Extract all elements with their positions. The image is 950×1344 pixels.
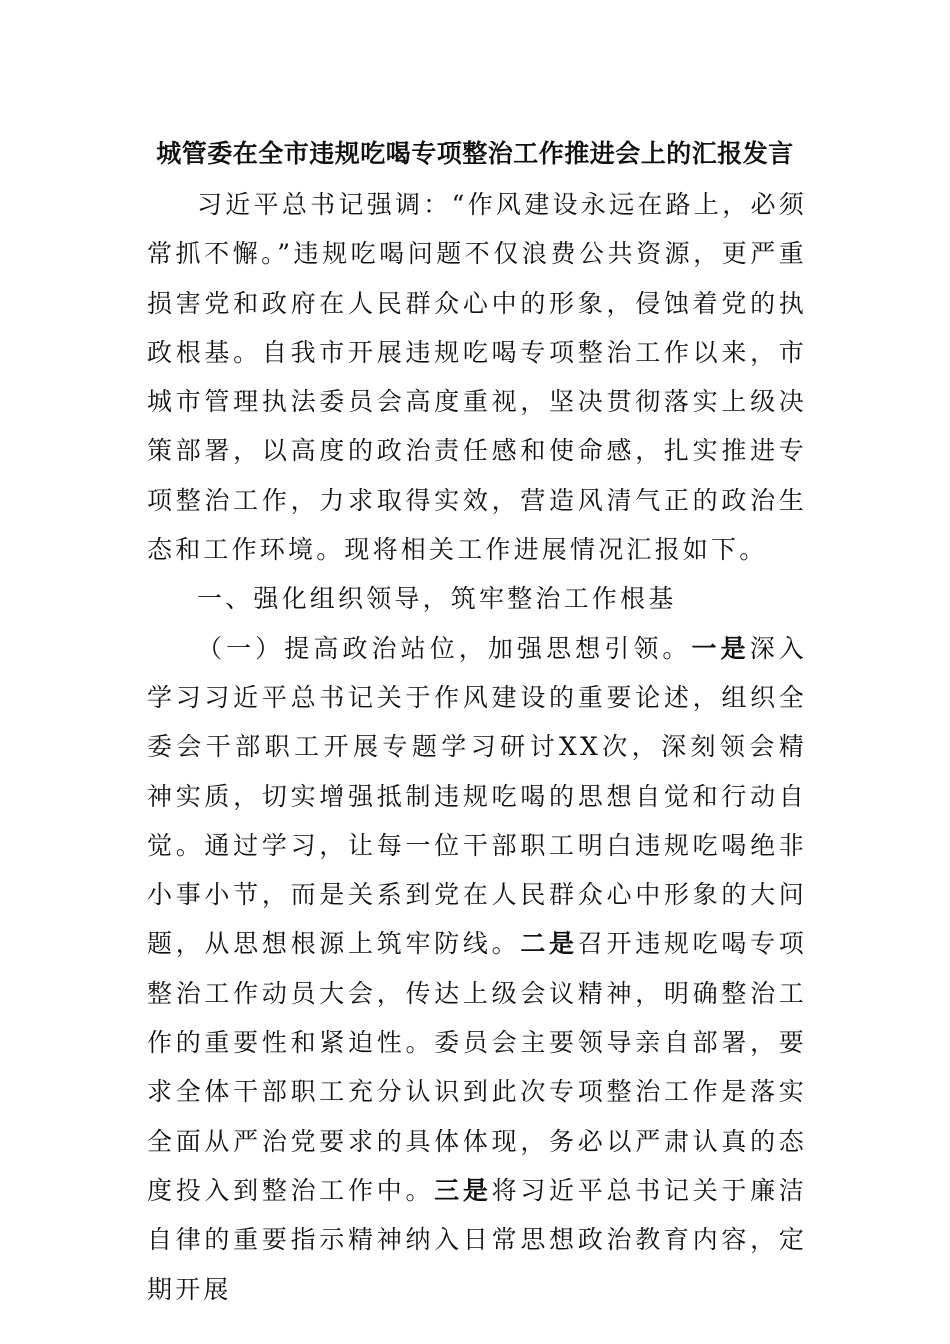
point-marker-2: 二是	[520, 929, 578, 959]
point-text-2: 召开违规吃喝专项整治工作动员大会，传达上级会议精神，明确整治工作的重要性和紧迫性。委员会主要领导亲自部署，要求全体干部职工充分认识到此次专项整治工作是落实全面从严治党要求的具体体现，务必以严肃认真的态度投入到整治工作中。	[147, 929, 807, 1205]
document-title: 城管委在全市违规吃喝专项整治工作推进会上的汇报发言	[156, 139, 794, 168]
document-body	[147, 180, 807, 1314]
point-text-3: 将习近平总书记关于廉洁自律的重要指示精神纳入日常思想政治教育内容，定期开展	[147, 1175, 807, 1304]
point-text-1: 深入学习习近平总书记关于作风建设的重要论述，组织全委会干部职工开展专题学习研讨XX次，深刻领会精神实质，切实增强抵制违规吃喝的思想自觉和行动自觉。通过学习，让每一位干部职工明白违规吃喝绝非小事小节，而是关系到党在人民群众心中形象的大问题，从思想根源上筑牢防线。	[147, 633, 807, 959]
point-marker-1: 一是	[691, 633, 750, 663]
intro-paragraph: 习近平总书记强调：“作风建设永远在路上，必须常抓不懈。”违规吃喝问题不仅浪费公共资源，更严重损害党和政府在人民群众心中的形象，侵蚀着党的执政根基。自我市开展违规吃喝专项整治工作以来，市城市管理执法委员会高度重视，坚决贯彻落实上级决策部署，以高度的政治责任感和使命感，扎实推进专项整治工作，力求取得实效，营造风清气正的政治生态和工作环境。现将相关工作进展情况汇报如下。	[147, 190, 807, 565]
point-marker-3: 三是	[434, 1175, 492, 1205]
subsection-lead: （一）提高政治站位，加强思想引领。	[197, 633, 692, 663]
subsection-paragraph	[147, 624, 807, 1314]
section-heading: 一、强化组织领导，筑牢整治工作根基	[197, 584, 677, 614]
